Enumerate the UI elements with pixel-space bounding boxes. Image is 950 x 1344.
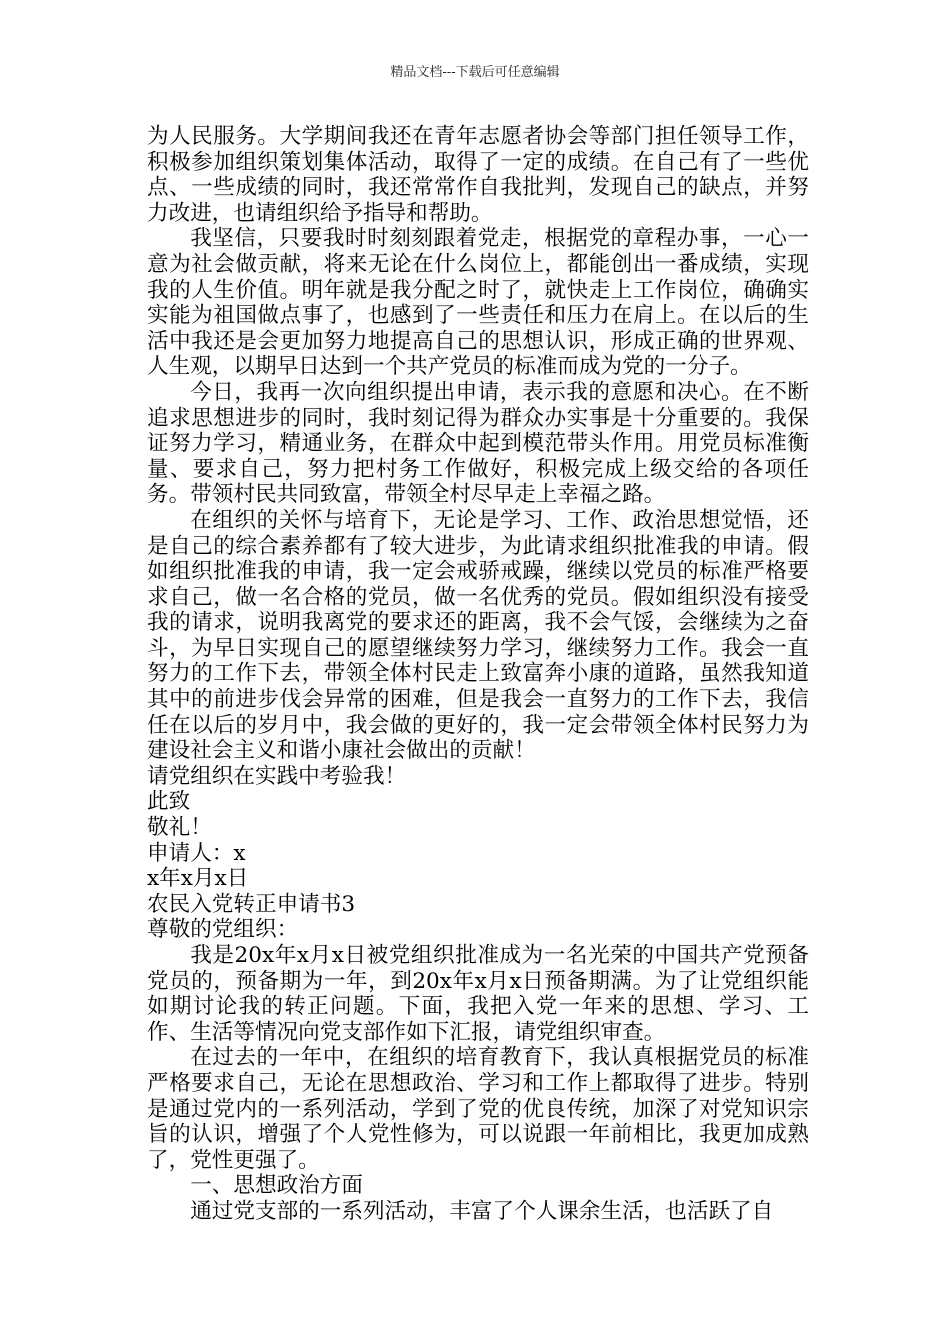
closing-line: 请党组织在实践中考验我！ (147, 763, 407, 789)
paragraph: 通过党支部的一系列活动，丰富了个人课余生活，也活跃了自 (190, 1198, 774, 1224)
paragraph: 在过去的一年中，在组织的培育教育下，我认真根据党员的标准严格要求自己，无论在思想政治、学习和工作上都取得了进步。特别是通过党内的一系列活动，学到了党的优良传统，加深了对党知识宗旨的认识，增强了个人党性修为，可以说跟一年前相比，我更加成熟了，党性更强了。 (147, 1045, 809, 1173)
paragraph: 今日，我再一次向组织提出申请，表示我的意愿和决心。在不断追求思想进步的同时，我时刻记得为群众办实事是十分重要的。我保证努力学习，精通业务，在群众中起到模范带头作用。用党员标准衡量、要求自己，努力把村务工作做好，积极完成上级交给的各项任务。带领村民共同致富，带领全村尽早走上幸福之路。 (147, 379, 809, 508)
document-body (147, 124, 809, 1225)
paragraph: 我是20x年x月x日被党组织批准成为一名光荣的中国共产党预备党员的，预备期为一年，到20x年x月x日预备期满。为了让党组织能如期讨论我的转正问题。下面，我把入党一年来的思想、学习、工作、生活等情况向党支部作如下汇报，请党组织审查。 (147, 943, 809, 1045)
section-title: 农民入党转正申请书3 (147, 891, 356, 917)
signature-line: 申请人：x (147, 840, 246, 866)
closing-line: 敬礼！ (147, 815, 212, 841)
paragraph: 我坚信，只要我时时刻刻跟着党走，根据党的章程办事，一心一意为社会做贡献，将来无论在什么岗位上，都能创出一番成绩，实现我的人生价值。明年就是我分配之时了，就快走上工作岗位，确确实实能为祖国做点事了，也感到了一些责任和压力在肩上。在以后的生活中我还是会更加努力地提高自己的思想认识，形成正确的世界观、人生观，以期早日达到一个共产党员的标准而成为党的一分子。 (147, 226, 809, 380)
closing-line: 此致 (147, 789, 191, 815)
paragraph: 在组织的关怀与培育下，无论是学习、工作、政治思想觉悟，还是自己的综合素养都有了较大进步，为此请求组织批准我的申请。假如组织批准我的申请，我一定会戒骄戒躁，继续以党员的标准严格要求自己，做一名合格的党员，做一名优秀的党员。假如组织没有接受我的请求，说明我离党的要求还的距离，我不会气馁，会继续为之奋斗，为早日实现自己的愿望继续努力学习，继续努力工作。我会一直努力的工作下去，带领全体村民走上致富奔小康的道路，虽然我知道其中的前进步伐会异常的困难，但是我会一直努力的工作下去，我信任在以后的岁月中，我会做的更好的，我一定会带领全体村民努力为建设社会主义和谐小康社会做出的贡献！ (147, 507, 809, 764)
date-line: x年x月x日 (147, 866, 249, 892)
subheading: 一、思想政治方面 (190, 1173, 363, 1199)
salutation: 尊敬的党组织： (147, 917, 299, 943)
page-header: 精品文档---下载后可任意编辑 (390, 65, 560, 80)
paragraph: 为人民服务。大学期间我还在青年志愿者协会等部门担任领导工作，积极参加组织策划集体活动，取得了一定的成绩。在自己有了一些优点、一些成绩的同时，我还常常作自我批判，发现自己的缺点，并努力改进，也请组织给予指导和帮助。 (147, 124, 809, 226)
